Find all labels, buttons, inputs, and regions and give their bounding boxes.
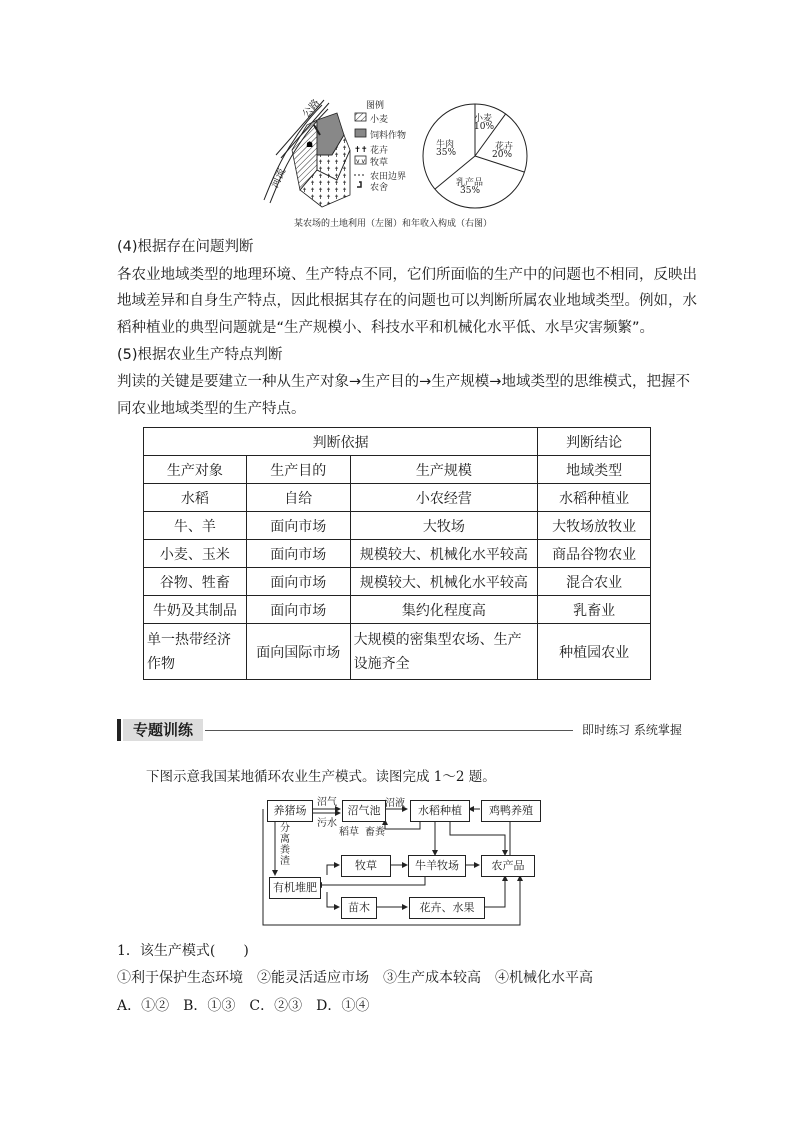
table-cell: 规模较大、机械化水平较高 (350, 568, 538, 596)
land-use-figure (262, 95, 532, 230)
judgment-table (143, 427, 651, 680)
box-poultry: 鸡鸭养殖 (481, 800, 541, 822)
legend-pasture: 牧草 (370, 158, 389, 168)
pie-label-beef: 牛肉 (436, 140, 455, 150)
table-cell: 大规模的密集型农场、生产设施齐全 (350, 624, 538, 680)
box-cattle-ranch: 牛羊牧场 (408, 855, 466, 877)
table-row (144, 624, 651, 680)
svg-text:☗: ☗ (306, 140, 314, 149)
table-cell: 面向市场 (246, 596, 350, 624)
legend-feed-crop: 饲料作物 (370, 131, 407, 141)
legend-wheat: 小麦 (370, 115, 389, 125)
svg-text:✝✝: ✝✝ (354, 145, 368, 154)
pie-value-dairy: 35% (460, 186, 481, 196)
section-5-heading: (5)根据农业生产特点判断 (117, 347, 283, 363)
section-4-line-2: 地域差异和自身生产特点，因此根据其存在的问题也可以判断所属农业地域类型。例如，水 (117, 293, 697, 309)
question-1-answers: A．①② B．①③ C．②③ D．①④ (117, 998, 370, 1014)
table-cell: 小农经营 (350, 484, 538, 512)
section-5-line-2: 同农业地域类型的生产特点。 (117, 401, 306, 417)
table-group-header: 判断依据 (144, 428, 538, 456)
pie-label-wheat: 小麦 (474, 114, 493, 124)
table-conclusion-header: 判断结论 (538, 428, 651, 456)
edge-label-slurry: 沼液 (385, 798, 405, 809)
table-row (144, 568, 651, 596)
svg-text:v v: v v (356, 158, 366, 165)
road-label: 公路 (300, 97, 323, 120)
table-cell: 面向国际市场 (246, 624, 350, 680)
table-column-header: 地域类型 (538, 456, 651, 484)
question-1-stem: 1．该生产模式( ) (117, 943, 249, 959)
table-header-row (144, 428, 651, 456)
section-4-line-3: 稻种植业的典型问题就是“生产规模小、科技水平和机械化水平低、水旱灾害频繁”。 (117, 320, 655, 336)
table-cell: 小麦、玉米 (144, 540, 247, 568)
table-row (144, 484, 651, 512)
edge-label-biogas: 沼气 (317, 797, 337, 808)
legend-title: 图例 (366, 101, 385, 111)
river-label: 河流 (269, 166, 289, 190)
edge-label-straw: 稻草 (339, 827, 359, 838)
table-row (144, 540, 651, 568)
legend-farmhouse: 农舍 (370, 183, 389, 193)
table-cell: 单一热带经济作物 (144, 624, 247, 680)
box-seedlings: 苗木 (341, 897, 377, 919)
table-column-header: 生产规模 (350, 456, 538, 484)
table-column-header: 生产对象 (144, 456, 247, 484)
section-divider (205, 730, 573, 731)
section-4-line-1: 各农业地域类型的地理环境、生产特点不同，它们所面临的生产中的问题也不相同，反映出 (117, 267, 697, 283)
section-subtitle: 即时练习 系统掌握 (582, 723, 682, 737)
table-cell: 商品谷物农业 (538, 540, 651, 568)
section-5-line-1: 判读的关键是要建立一种从生产对象→生产目的→生产规模→地域类型的思维模式，把握不 (117, 374, 690, 390)
section-4-heading: (4)根据存在问题判断 (117, 239, 254, 255)
table-row (144, 596, 651, 624)
table-cell: 面向市场 (246, 568, 350, 596)
box-pig-farm: 养猪场 (267, 800, 313, 822)
pie-label-dairy: 乳产品 (456, 178, 484, 188)
table-row (144, 512, 651, 540)
box-pasture: 牧草 (341, 855, 391, 877)
section-title: 专题训练 (123, 719, 203, 741)
table-cell: 面向市场 (246, 512, 350, 540)
box-farm-products: 农产品 (481, 855, 535, 877)
table-cell: 集约化程度高 (350, 596, 538, 624)
table-cell: 大牧场放牧业 (538, 512, 651, 540)
table-cell: 规模较大、机械化水平较高 (350, 540, 538, 568)
figure-caption: 某农场的土地利用（左图）和年收入构成（右图） (294, 219, 493, 229)
table-cell: 大牧场 (350, 512, 538, 540)
section-header-bar (117, 719, 121, 741)
table-cell: 面向市场 (246, 540, 350, 568)
table-cell: 水稻种植业 (538, 484, 651, 512)
pie-value-wheat: 10% (474, 122, 495, 132)
question-1-options: ①利于保护生态环境 ②能灵活适应市场 ③生产成本较高 ④机械化水平高 (117, 970, 593, 986)
legend-field-boundary: 农田边界 (370, 172, 407, 182)
pie-value-beef: 35% (436, 148, 457, 158)
table-column-header: 生产目的 (246, 456, 350, 484)
table-cell: 牛、羊 (144, 512, 247, 540)
circular-agriculture-diagram (255, 795, 555, 927)
legend-flower: 花卉 (370, 146, 389, 156)
edge-label-separate: 分离粪渣 (280, 823, 290, 867)
pie-label-flower: 花卉 (495, 142, 514, 152)
table-cell: 种植园农业 (538, 624, 651, 680)
table-cell: 乳畜业 (538, 596, 651, 624)
table-cell: 谷物、牲畜 (144, 568, 247, 596)
edge-label-sewage: 污水 (317, 818, 337, 829)
box-flowers-fruit: 花卉、水果 (409, 897, 485, 919)
question-intro: 下图示意我国某地循环农业生产模式。读图完成 1～2 题。 (146, 769, 496, 785)
table-cell: 混合农业 (538, 568, 651, 596)
edge-label-manure: 畜粪 (365, 827, 385, 838)
table-cell: 自给 (246, 484, 350, 512)
box-biogas-pit: 沼气池 (342, 800, 386, 822)
box-compost: 有机堆肥 (269, 877, 321, 899)
table-cell: 牛奶及其制品 (144, 596, 247, 624)
pie-value-flower: 20% (492, 150, 513, 160)
table-column-row (144, 456, 651, 484)
box-rice-planting: 水稻种植 (410, 800, 470, 822)
table-cell: 水稻 (144, 484, 247, 512)
